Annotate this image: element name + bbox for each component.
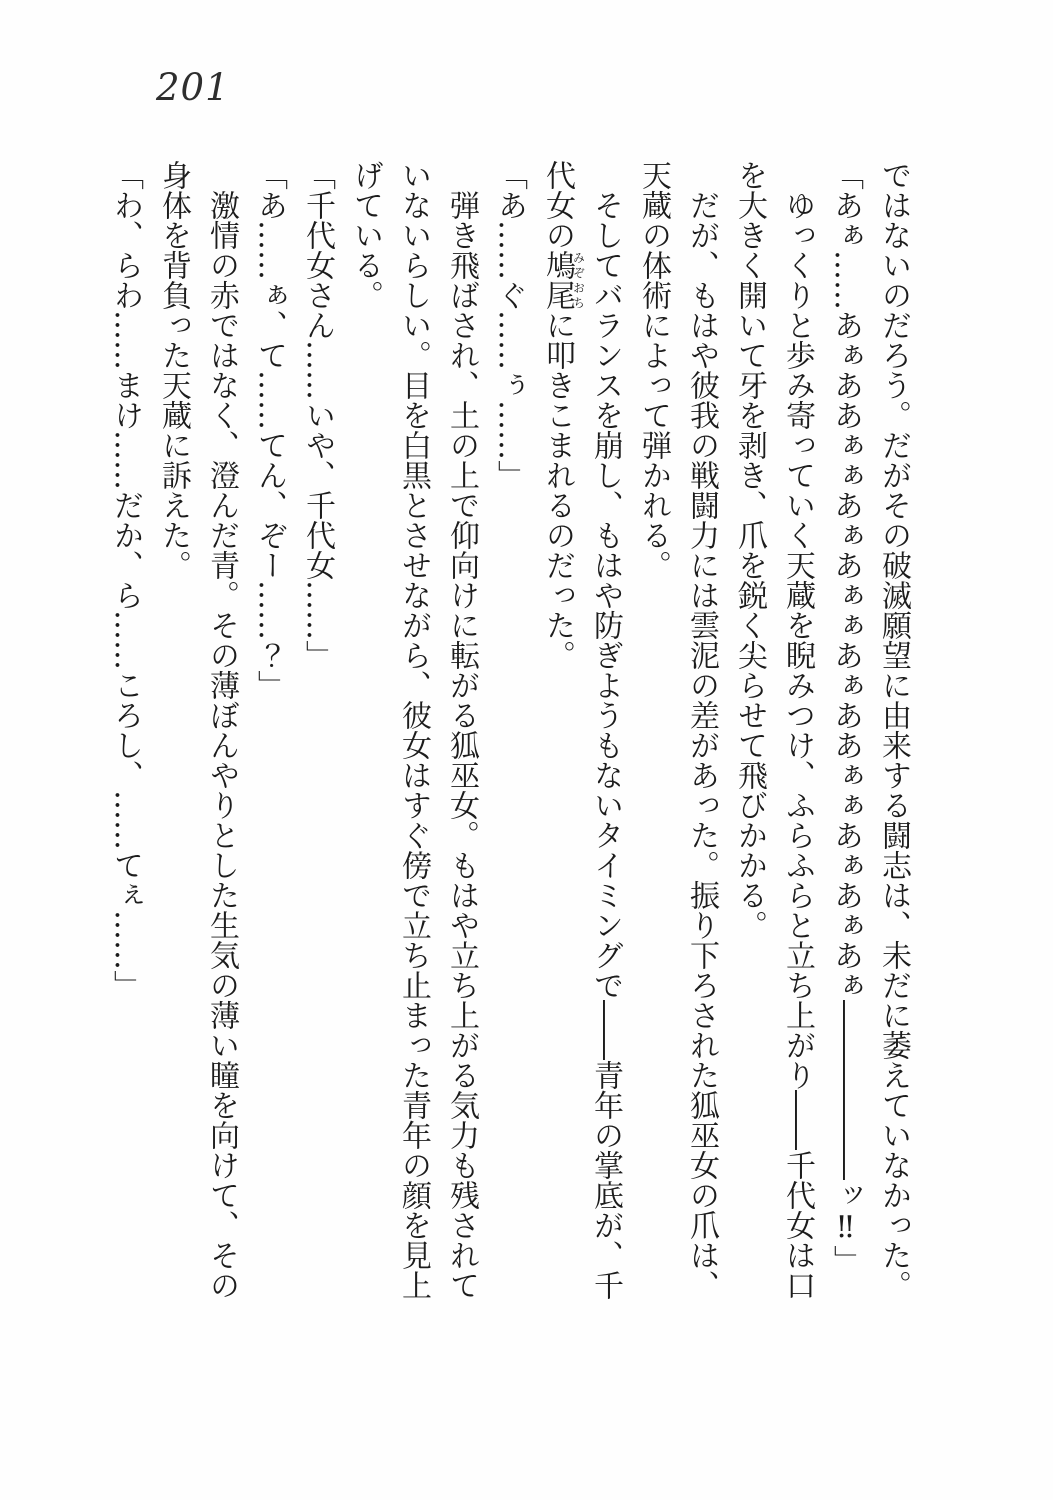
- paragraph: 激情の赤ではなく、澄んだ青。その薄ぼんやりとした生気の薄い瞳を向けて、その身体を背負った天蔵に訴えた。: [156, 160, 239, 1300]
- paragraph: 「あ……ぐ……ぅ……」: [492, 160, 527, 490]
- paragraph: 「千代女さん……いや、千代女……」: [300, 160, 335, 670]
- paragraph: 弾き飛ばされ、土の上で仰向けに転がる狐巫女。もはや立ち上がる気力も残されていないらしい。目を白黒とさせながら、彼女はすぐ傍で立ち止まった青年の顔を見上げている。: [348, 160, 479, 1300]
- paragraph: そしてバランスを崩し、もはや防ぎようもないタイミングで――青年の掌底が、千代女の鳩尾みぞおちに叩きこまれるのだった。: [540, 160, 623, 1300]
- paragraph: ではないのだろう。だがその破滅願望に由来する闘志は、未だに萎えていなかった。: [876, 160, 911, 1300]
- text-columns: [101, 160, 917, 1318]
- paragraph: ゆっくりと歩み寄っていく天蔵を睨みつけ、ふらふらと立ち上がり――千代女は口を大きく開いて牙を剥き、爪を鋭く尖らせて飛びかかる。: [732, 160, 815, 1300]
- page-number: 201: [156, 66, 230, 109]
- paragraph: 「あぁ……あぁああぁぁあぁあぁぁあぁああぁぁあぁあぁあぁ――――――ッ‼」: [828, 160, 863, 1275]
- ruby-annotated-word: 鳩尾みぞおち: [540, 250, 586, 310]
- paragraph: 「わ、らわ……まけ……だか、ら……ころし、……てぇ……」: [108, 160, 143, 1000]
- paragraph: 「あ……ぁ、て……てん、ぞー……？」: [252, 160, 287, 700]
- paragraph: だが、もはや彼我の戦闘力には雲泥の差があった。振り下ろされた狐巫女の爪は、天蔵の体術によって弾かれる。: [636, 160, 719, 1300]
